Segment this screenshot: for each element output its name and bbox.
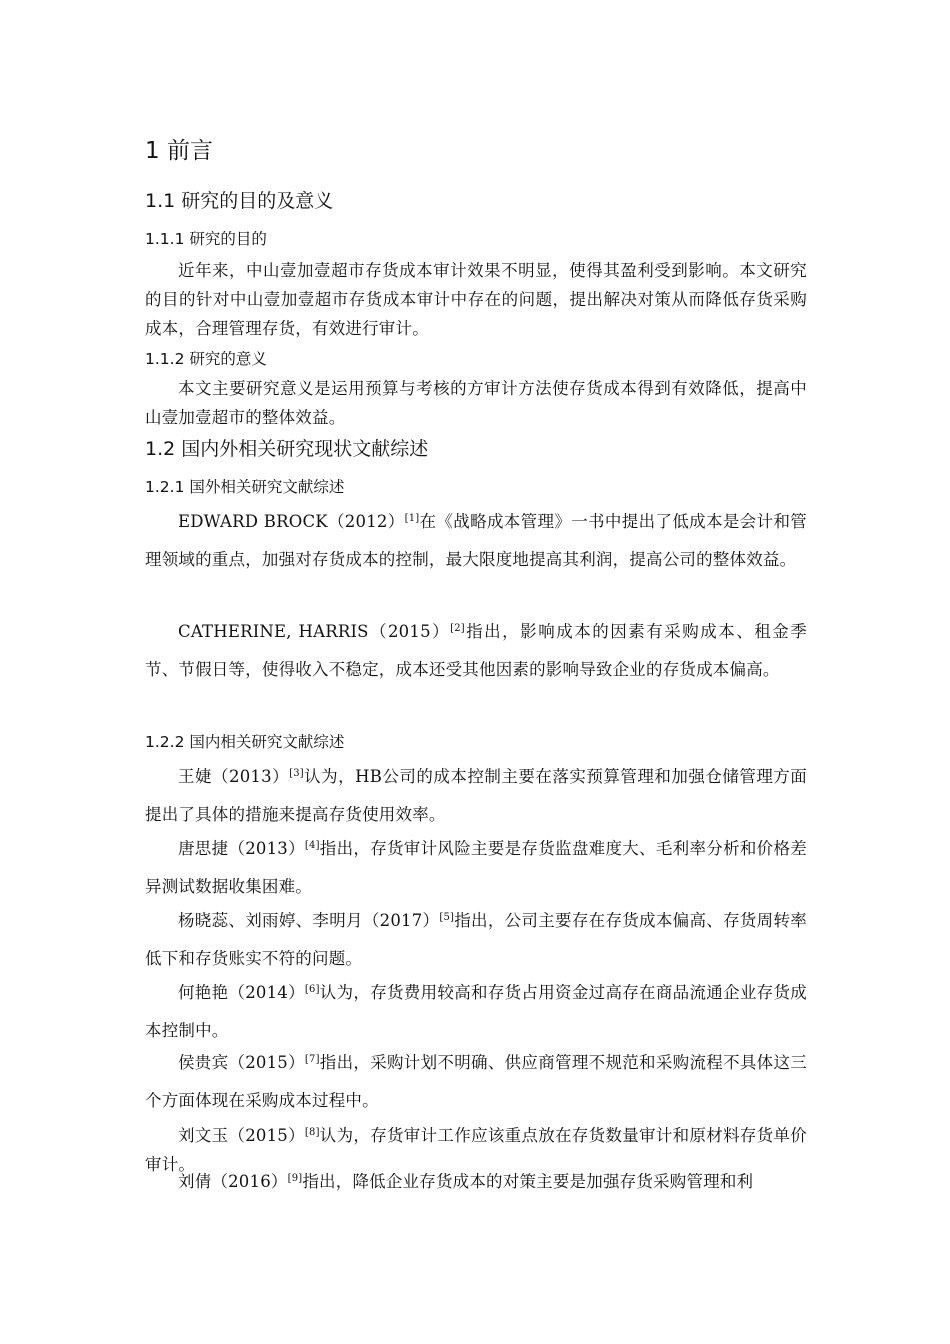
reference-paragraph bbox=[145, 974, 807, 1050]
citation-marker: [6] bbox=[304, 984, 320, 995]
citation-marker: [9] bbox=[287, 1173, 303, 1184]
reference-text: 指出，采购计划不明确、供应商管理不规范和采购流程不具体这三个方面体现在采购成本过程中。 bbox=[145, 1053, 807, 1110]
section-title-1-1: 1.1 研究的目的及意义 bbox=[145, 190, 334, 212]
reference-text: 指出，影响成本的因素有采购成本、租金季节、节假日等，使得收入不稳定，成本还受其他因素的影响导致企业的存货成本偏高。 bbox=[145, 622, 807, 679]
reference-author: CATHERINE, HARRIS（2015） bbox=[178, 622, 451, 641]
reference-author: 刘倩（2016） bbox=[178, 1172, 288, 1191]
reference-text: 指出，存货审计风险主要是存货监盘难度大、毛利率分析和价格差异测试数据收集困难。 bbox=[145, 839, 807, 896]
citation-marker: [3] bbox=[289, 768, 304, 779]
reference-author: EDWARD BROCK（2012） bbox=[178, 512, 405, 531]
reference-paragraph bbox=[145, 1044, 807, 1120]
subsection-title-1-2-1: 1.2.1 国外相关研究文献综述 bbox=[145, 478, 345, 496]
reference-text: 指出，降低企业存货成本的对策主要是加强存货采购管理和利 bbox=[302, 1172, 754, 1191]
chapter-title: 1 前言 bbox=[145, 138, 213, 164]
citation-marker: [4] bbox=[304, 840, 320, 851]
reference-text: 在《战略成本管理》一书中提出了低成本是会计和管理领域的重点，加强对存货成本的控制，最大限度地提高其利润，提高公司的整体效益。 bbox=[145, 512, 807, 569]
reference-text: 认为，HB公司的成本控制主要在落实预算管理和加强仓储管理方面提出了具体的措施来提高存货使用效率。 bbox=[145, 767, 808, 824]
reference-paragraph bbox=[145, 503, 807, 579]
citation-marker: [8] bbox=[304, 1127, 320, 1138]
subsection-title-1-1-1: 1.1.1 研究的目的 bbox=[145, 230, 267, 248]
reference-author: 侯贵宾（2015） bbox=[178, 1053, 305, 1072]
reference-paragraph bbox=[145, 902, 807, 978]
section-title-1-2: 1.2 国内外相关研究现状文献综述 bbox=[145, 438, 429, 460]
paragraph-research-purpose: 近年来，中山壹加壹超市存货成本审计效果不明显，使得其盈利受到影响。本文研究的目的针对中山壹加壹超市存货成本审计中存在的问题，提出解决对策从而降低存货采购成本，合理管理存货，有效进行审计。 bbox=[145, 261, 807, 338]
citation-marker: [5] bbox=[439, 912, 455, 923]
reference-paragraph bbox=[145, 830, 807, 906]
citation-marker: [7] bbox=[304, 1054, 320, 1065]
reference-author: 刘文玉（2015） bbox=[178, 1126, 305, 1145]
citation-marker: [1] bbox=[404, 513, 420, 524]
reference-author: 杨晓蕊、刘雨婷、李明月（2017） bbox=[178, 911, 440, 930]
reference-text: 认为，存货审计工作应该重点放在存货数量审计和原材料存货单价审计。 bbox=[145, 1126, 807, 1174]
reference-paragraph bbox=[145, 613, 807, 689]
paragraph-research-significance: 本文主要研究意义是运用预算与考核的方审计方法使存货成本得到有效降低，提高中山壹加壹超市的整体效益。 bbox=[145, 379, 807, 427]
reference-author: 何艳艳（2014） bbox=[178, 983, 305, 1002]
citation-marker: [2] bbox=[450, 623, 465, 634]
subsection-title-1-1-2: 1.1.2 研究的意义 bbox=[145, 350, 267, 368]
reference-text: 认为，存货费用较高和存货占用资金过高存在商品流通企业存货成本控制中。 bbox=[145, 983, 807, 1040]
reference-paragraph bbox=[145, 758, 807, 834]
reference-author: 王婕（2013） bbox=[178, 767, 290, 786]
reference-author: 唐思捷（2013） bbox=[178, 839, 305, 858]
subsection-title-1-2-2: 1.2.2 国内相关研究文献综述 bbox=[145, 733, 345, 751]
reference-paragraph bbox=[145, 1167, 807, 1196]
reference-text: 指出，公司主要存在存货成本偏高、存货周转率低下和存货账实不符的问题。 bbox=[145, 911, 807, 968]
